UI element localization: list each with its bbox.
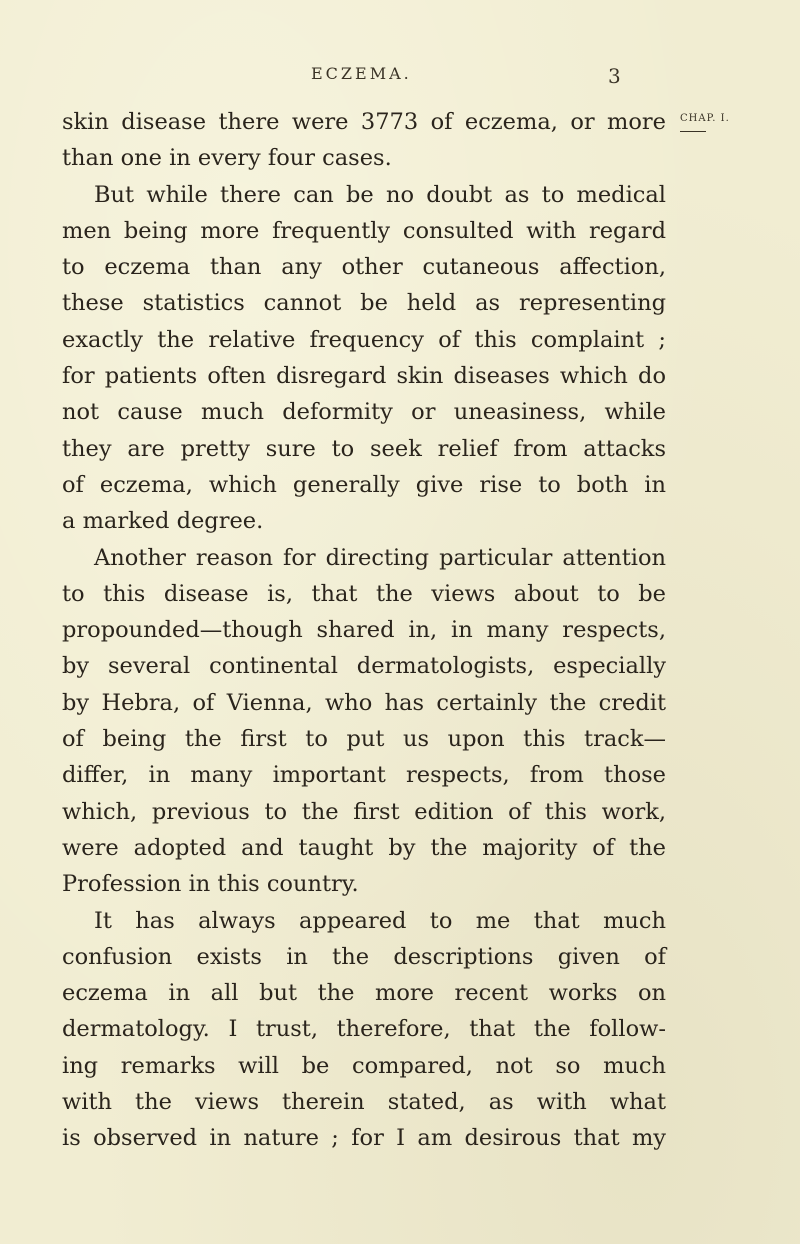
running-head-title: ECZEMA. (311, 64, 412, 83)
text-line: than one in every four cases. (62, 145, 392, 172)
text-line: by several continental dermatologists, especially (62, 653, 666, 680)
running-head (0, 64, 800, 94)
text-line: But while there can be no doubt as to medical (94, 181, 666, 208)
page-number: 3 (608, 64, 621, 88)
chapter-margin-note-text: CHAP. I. (680, 113, 730, 124)
text-line: of being the first to put us upon this track— (62, 726, 666, 753)
text-line: eczema in all but the more recent works on (62, 980, 666, 1007)
text-line: by Hebra, of Vienna, who has certainly the credit (62, 689, 666, 716)
text-line: for patients often disregard skin diseases which do (62, 363, 666, 390)
text-line: ing remarks will be compared, not so much (62, 1052, 666, 1079)
text-line: Another reason for directing particular attention (94, 544, 666, 571)
text-line: skin disease there were 3773 of eczema, or more (62, 109, 666, 135)
text-line: these statistics cannot be held as representing (62, 290, 666, 317)
text-line: a marked degree. (62, 508, 264, 535)
text-line: It has always appeared to me that much (94, 907, 666, 934)
margin-note-rule (680, 131, 706, 132)
text-line: were adopted and taught by the majority of the (62, 834, 666, 861)
text-line: not cause much deformity or uneasiness, while (62, 399, 666, 426)
text-line: men being more frequently consulted with regard (62, 217, 666, 244)
text-line: to this disease is, that the views about to be (62, 580, 666, 607)
text-line: with the views therein stated, as with what (62, 1089, 666, 1116)
text-line: to eczema than any other cutaneous affection, (62, 254, 666, 281)
text-line: they are pretty sure to seek relief from attacks (62, 435, 666, 462)
text-line: propounded—though shared in, in many respects, (62, 617, 666, 644)
text-line: is observed in nature ; for I am desirous that my (62, 1125, 666, 1152)
text-line: exactly the relative frequency of this complaint ; (62, 326, 666, 353)
text-line: dermatology. I trust, therefore, that the follow- (62, 1016, 666, 1043)
text-line: differ, in many important respects, from those (62, 762, 666, 789)
chapter-margin-note (680, 113, 730, 124)
body-text (62, 104, 666, 1157)
text-line: confusion exists in the descriptions given of (62, 943, 666, 970)
text-line: of eczema, which generally give rise to both in (62, 471, 666, 498)
text-line: which, previous to the first edition of this work, (62, 798, 666, 825)
text-line: Profession in this country. (62, 871, 359, 898)
